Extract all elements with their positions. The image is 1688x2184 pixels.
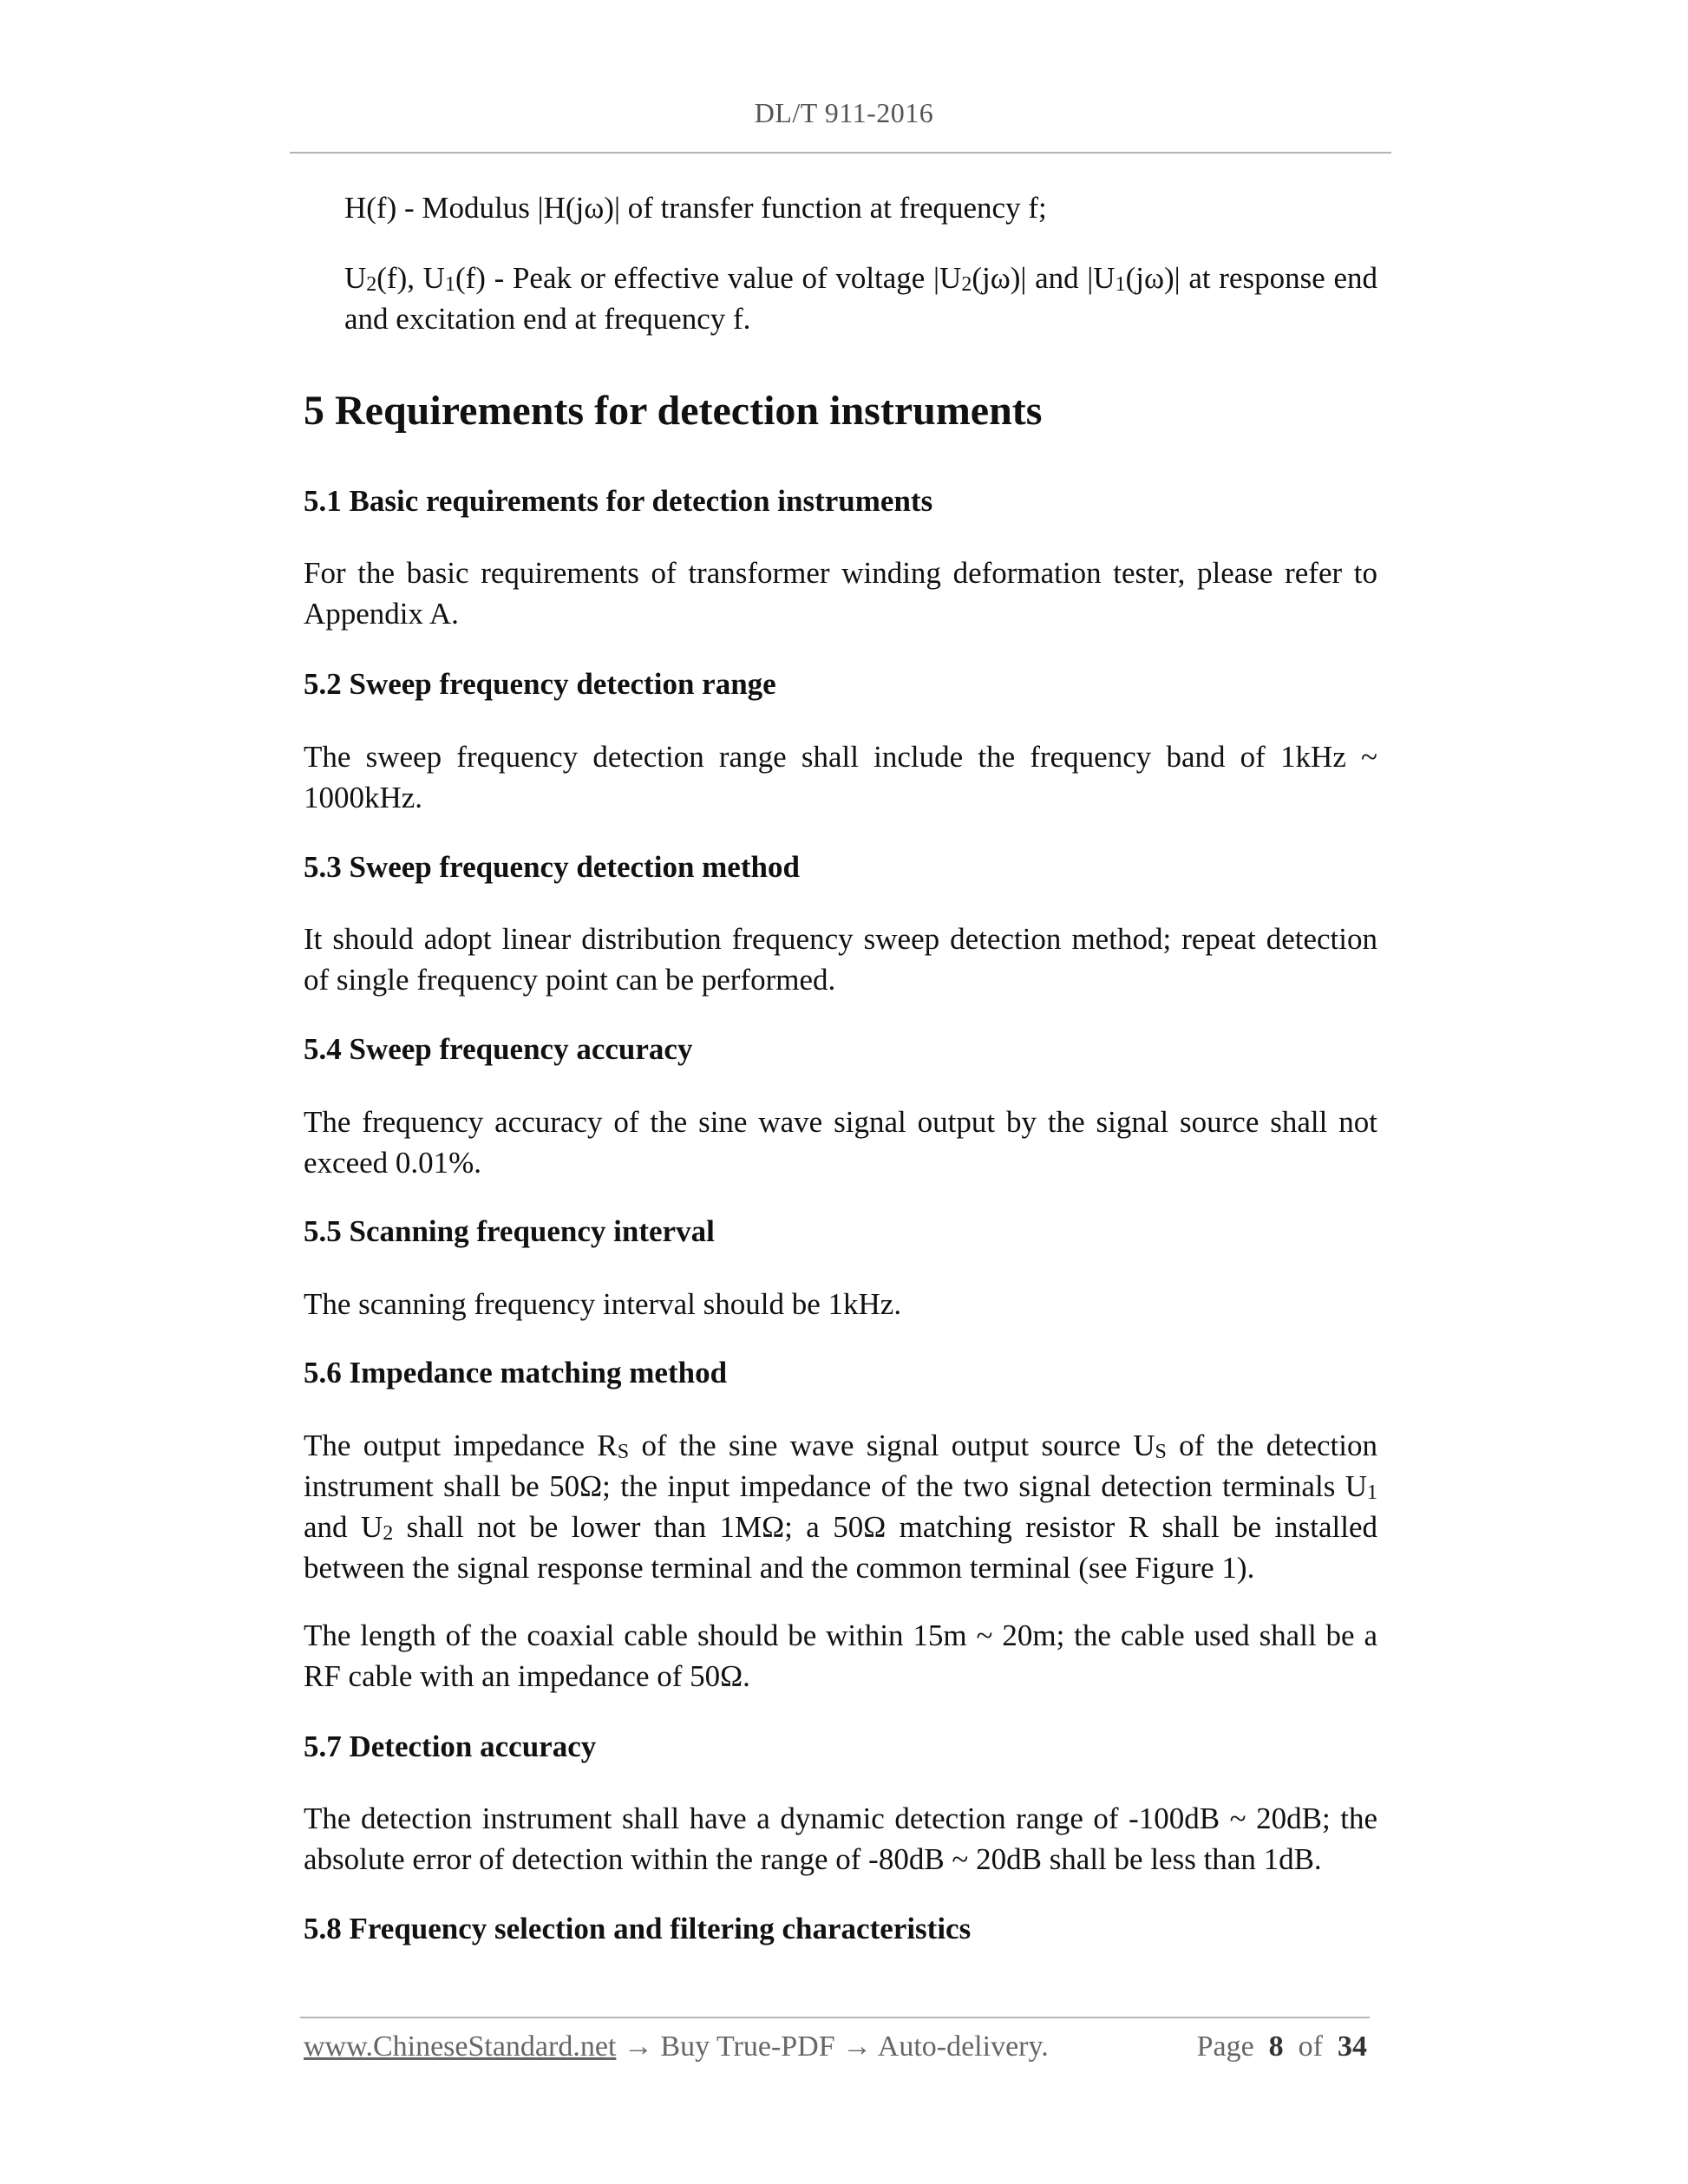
current-page: 8 xyxy=(1268,2030,1284,2063)
section-5-6-paragraph-1: The output impedance $R_S$ of the sine wave signal output source $U_S$ of the detection instrument shall be 50Ω; the input impedance of the two signal detection terminals $U_1$ and $U_2$ shall not be lower than 1MΩ; a 50Ω matching resistor R shall be installed between the signal response terminal and the common terminal (see Figure 1). xyxy=(304,1429,1378,1585)
section-5-7-heading: 5.7 Detection accuracy xyxy=(304,1730,597,1763)
section-5-5-heading: 5.5 Scanning frequency interval xyxy=(304,1214,715,1248)
section-5-2-text: The sweep frequency detection range shall include the frequency band of 1kHz ~ 1000kHz. xyxy=(304,740,1377,814)
header-divider xyxy=(290,152,1391,154)
footer-promo xyxy=(304,2030,1049,2063)
header-title: DL/T 911-2016 xyxy=(754,97,934,128)
section-5-6-heading: 5.6 Impedance matching method xyxy=(304,1356,728,1390)
section-5-4-text: The frequency accuracy of the sine wave signal output by the signal source shall not exceed 0.01%. xyxy=(304,1105,1377,1180)
arrow-right-icon: → xyxy=(623,2030,653,2063)
section-5-6-paragraph-2: The length of the coaxial cable should be within 15m ~ 20m; the cable used shall be a RF cable with an impedance of 50Ω. xyxy=(304,1618,1377,1693)
section-5-3-text: It should adopt linear distribution frequency sweep detection method; repeat detection of single frequency point can be performed. xyxy=(304,922,1377,997)
page-number: Page 8 of 34 xyxy=(1196,2030,1367,2063)
auto-delivery-text: Auto-delivery. xyxy=(877,2030,1049,2063)
section-5-3-heading: 5.3 Sweep frequency detection method xyxy=(304,850,800,884)
section-5-8-heading: 5.8 Frequency selection and filtering characteristics xyxy=(304,1912,972,1945)
section-5-4-heading: 5.4 Sweep frequency accuracy xyxy=(304,1032,693,1066)
definition-u: $U_2(f)$, $U_1(f)$ - Peak or effective value of voltage $|U_2(j\omega)|$ and $|U_1(j\omega)|$ at response end and excitation end at frequency f. xyxy=(344,261,1377,336)
section-5-2-heading: 5.2 Sweep frequency detection range xyxy=(304,667,776,701)
total-pages: 34 xyxy=(1338,2030,1367,2063)
arrow-right-icon: → xyxy=(842,2030,873,2063)
definition-hf: H(f) - Modulus |H(jω)| of transfer function at frequency f; xyxy=(344,191,1047,225)
footer-divider xyxy=(300,2017,1370,2018)
section-5-1-text: For the basic requirements of transformer winding deformation tester, please refer to Appendix A. xyxy=(304,556,1377,631)
website-link[interactable]: www.ChineseStandard.net xyxy=(304,2030,617,2063)
section-5-7-text: The detection instrument shall have a dynamic detection range of -100dB ~ 20dB; the absolute error of detection within the range of -80dB ~ 20dB shall be less than 1dB. xyxy=(304,1801,1377,1876)
section-5-1-heading: 5.1 Basic requirements for detection instruments xyxy=(304,484,933,518)
buy-text: Buy True-PDF xyxy=(660,2030,835,2063)
section-5-heading: 5 Requirements for detection instruments xyxy=(304,388,1043,434)
section-5-5-text: The scanning frequency interval should be 1kHz. xyxy=(304,1287,902,1321)
